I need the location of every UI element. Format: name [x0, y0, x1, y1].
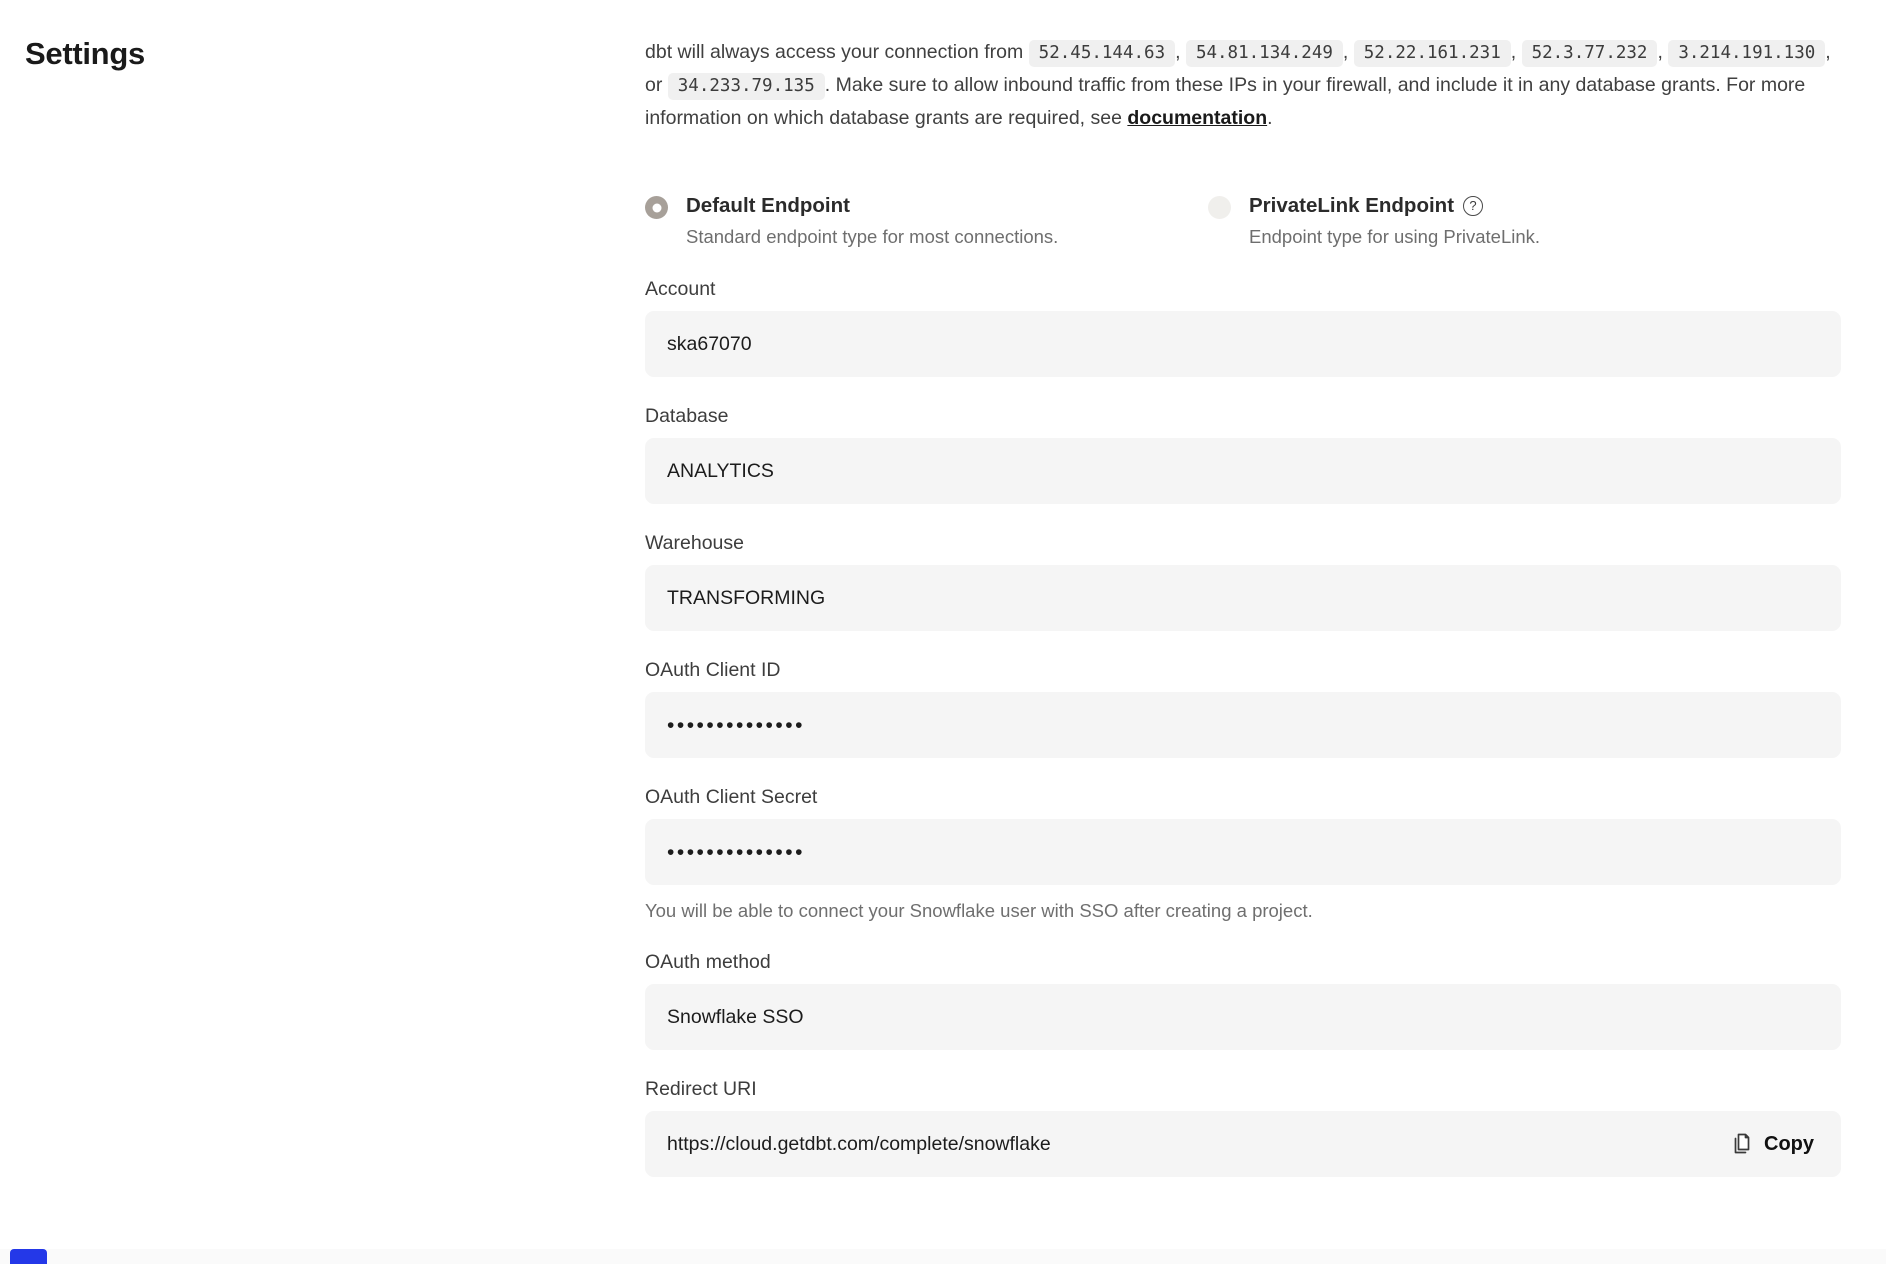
separator: ,	[1342, 41, 1349, 63]
oauth-method-label: OAuth method	[645, 951, 771, 973]
copy-button[interactable]	[1731, 1132, 1814, 1156]
database-field-group	[645, 405, 1841, 504]
footer-strip	[0, 1249, 1886, 1264]
oauth-client-id-label: OAuth Client ID	[645, 659, 781, 681]
notice-text-after: . Make sure to allow inbound traffic from these IPs in your firewall, and include it in any database grants. For more information on which database grants are required, see	[645, 74, 1806, 129]
radio-privatelink-endpoint[interactable]	[1208, 196, 1231, 219]
warehouse-input[interactable]	[645, 565, 1841, 631]
database-input[interactable]	[645, 438, 1841, 504]
default-endpoint-description: Standard endpoint type for most connections.	[686, 226, 1059, 247]
endpoint-option-default[interactable]	[645, 192, 1208, 249]
oauth-client-secret-field-group	[645, 786, 1841, 923]
ip-chip: 52.3.77.232	[1522, 40, 1658, 67]
separator: ,	[1510, 41, 1517, 63]
or-word: or	[645, 74, 663, 96]
connection-form	[645, 278, 1841, 1177]
settings-content	[645, 36, 1841, 1205]
oauth-client-secret-input[interactable]	[645, 819, 1841, 885]
default-endpoint-label: Default Endpoint	[686, 194, 850, 217]
separator: ,	[1175, 41, 1181, 63]
redirect-uri-input[interactable]	[645, 1111, 1841, 1177]
account-field-group	[645, 278, 1841, 377]
redirect-uri-field-group	[645, 1078, 1841, 1177]
warehouse-field-group	[645, 532, 1841, 631]
account-label: Account	[645, 278, 716, 300]
period: .	[1267, 107, 1273, 129]
oauth-client-secret-label: OAuth Client Secret	[645, 786, 818, 808]
copy-icon	[1731, 1132, 1753, 1156]
endpoint-option-privatelink[interactable]	[1208, 192, 1540, 249]
account-input[interactable]	[645, 311, 1841, 377]
endpoint-type-selector	[645, 192, 1841, 249]
ip-chip: 3.214.191.130	[1668, 40, 1825, 67]
separator: ,	[1825, 41, 1831, 63]
privatelink-endpoint-description: Endpoint type for using PrivateLink.	[1249, 226, 1541, 247]
redirect-uri-label: Redirect URI	[645, 1078, 757, 1100]
notice-text-before: dbt will always access your connection from	[645, 41, 1024, 63]
warehouse-label: Warehouse	[645, 532, 744, 554]
oauth-method-field-group	[645, 951, 1841, 1050]
ip-chip: 34.233.79.135	[668, 73, 825, 100]
oauth-client-id-field-group	[645, 659, 1841, 758]
privatelink-endpoint-label: PrivateLink Endpoint ?	[1249, 192, 1540, 220]
ip-chip: 54.81.134.249	[1186, 40, 1343, 67]
copy-button-label: Copy	[1764, 1132, 1814, 1155]
separator: ,	[1657, 41, 1663, 63]
sso-helper-text: You will be able to connect your Snowflake user with SSO after creating a project.	[645, 900, 1313, 921]
ip-chip: 52.45.144.63	[1029, 40, 1175, 67]
footer-accent	[10, 1249, 47, 1264]
documentation-link[interactable]: documentation	[1127, 107, 1268, 129]
connection-ip-notice	[645, 36, 1841, 135]
help-icon[interactable]: ?	[1463, 196, 1483, 216]
oauth-client-id-input[interactable]	[645, 692, 1841, 758]
oauth-method-input[interactable]	[645, 984, 1841, 1050]
database-label: Database	[645, 405, 729, 427]
radio-default-endpoint[interactable]	[645, 196, 668, 219]
page-title: Settings	[25, 36, 145, 71]
ip-chip: 52.22.161.231	[1354, 40, 1511, 67]
